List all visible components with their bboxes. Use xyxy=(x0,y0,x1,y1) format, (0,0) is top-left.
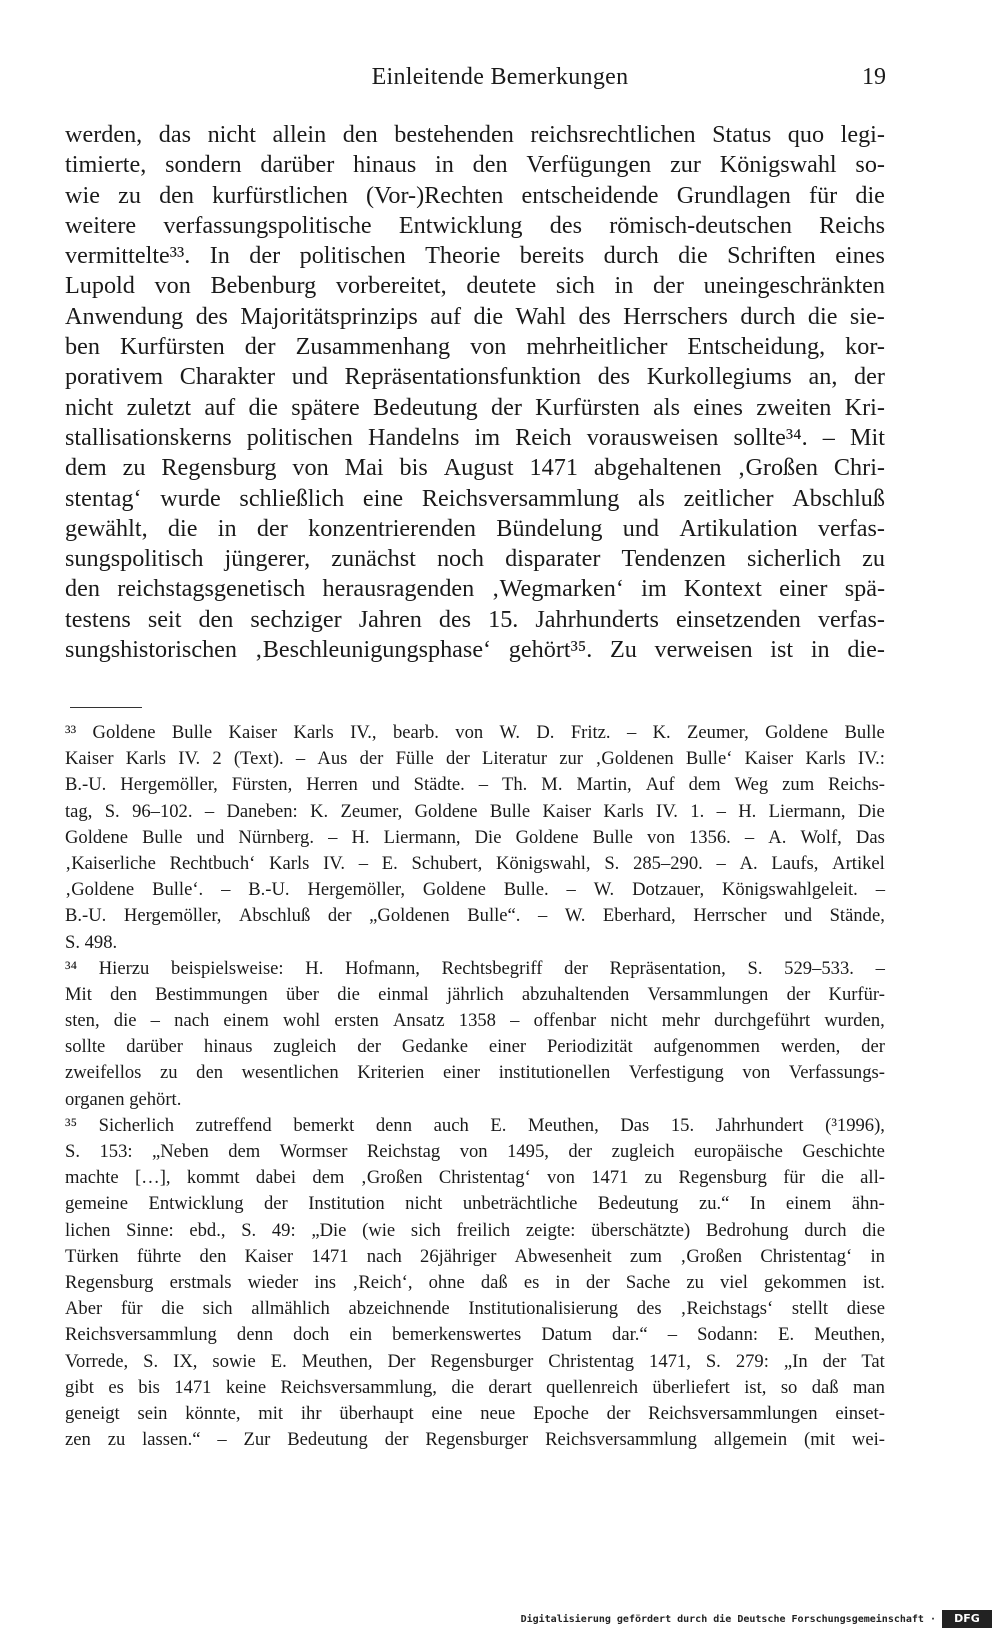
footnote-line: Aber für die sich allmählich abzeichnende Institutionalisierung des ‚Reichstags‘ stellt diese xyxy=(65,1298,885,1320)
footnote-line: Vorrede, S. IX, sowie E. Meuthen, Der Regensburger Christentag 1471, S. 279: „In der Tat xyxy=(65,1350,885,1372)
footnote-line: ‚Goldene Bulle‘. – B.-U. Hergemöller, Goldene Bulle. – W. Dotzauer, Königswahlgeleit. – xyxy=(65,879,885,901)
footnote-line: zweifellos zu den wesentlichen Kriterien einer institutionellen Verfestigung von Verfassungs- xyxy=(65,1062,885,1084)
footnote-line: gemeine Entwicklung der Institution nicht unbeträchtliche Bedeutung zu.“ In einem ähn- xyxy=(65,1193,885,1215)
footnote-line: lichen Sinne: ebd., S. 49: „Die (wie sich freilich zeigte: überschätzte) Bedrohung durch die xyxy=(65,1219,885,1241)
footnote-separator xyxy=(70,707,142,708)
footnote-line: B.-U. Hergemöller, Fürsten, Herren und Städte. – Th. M. Martin, Auf dem Weg zum Reichs- xyxy=(65,774,885,796)
body-text-line: nicht zuletzt auf die spätere Bedeutung der Kurfürsten als eines zweiten Kri- xyxy=(65,393,885,421)
body-text-line: stentag‘ wurde schließlich eine Reichsversammlung als zeitlicher Abschluß xyxy=(65,484,885,512)
body-text-line: porativem Charakter und Repräsentationsfunktion des Kurkollegiums an, der xyxy=(65,363,885,391)
footnote-line: Reichsversammlung denn doch ein bemerkenswertes Datum dar.“ – Sodann: E. Meuthen, xyxy=(65,1324,885,1346)
body-text-line: sungshistorischen ‚Beschleunigungsphase‘ gehört³⁵. Zu verweisen ist in die- xyxy=(65,636,885,664)
footnote-line: sten, die – nach einem wohl ersten Ansatz 1358 – offenbar nicht mehr durchgeführt wurden, xyxy=(65,1010,885,1032)
body-text-line: weitere verfassungspolitische Entwicklung des römisch-deutschen Reichs xyxy=(65,211,885,239)
body-text-line: testens seit den sechziger Jahren des 15. Jahrhunderts einsetzenden verfas- xyxy=(65,605,885,633)
body-text-line: Anwendung des Majoritätsprinzips auf die Wahl des Herrschers durch die sie- xyxy=(65,302,885,330)
footnote-line: Regensburg erstmals wieder ins ‚Reich‘, ohne daß es in der Sache zu viel gekommen ist. xyxy=(65,1271,885,1293)
body-text-line: Lupold von Bebenburg vorbereitet, deutete sich in der uneingeschränkten xyxy=(65,272,885,300)
body-text-line: gewählt, die in der konzentrierenden Bündelung und Artikulation verfas- xyxy=(65,514,885,542)
footnote-line: machte […], kommt dabei dem ‚Großen Christentag‘ von 1471 zu Regensburg für die all- xyxy=(65,1167,885,1189)
page-number: 19 xyxy=(862,64,886,90)
footnote-line: tag, S. 96–102. – Daneben: K. Zeumer, Goldene Bulle Kaiser Karls IV. 1. – H. Liermann, Die xyxy=(65,800,885,822)
footnote-line: organen gehört. xyxy=(65,1088,182,1110)
body-text-line: dem zu Regensburg von Mai bis August 1471 abgehaltenen ‚Großen Chri- xyxy=(65,454,885,482)
dfg-logo: DFG xyxy=(942,1610,992,1628)
footnote-line: ³⁵ Sicherlich zutreffend bemerkt denn auch E. Meuthen, Das 15. Jahrhundert (³1996), xyxy=(65,1114,885,1136)
footnote-line: gibt es bis 1471 keine Reichsversammlung, die derart quellenreich überliefert ist, so daß man xyxy=(65,1376,885,1398)
footnotes xyxy=(65,720,885,1453)
body-text-line: ben Kurfürsten der Zusammenhang von mehrheitlicher Entscheidung, kor- xyxy=(65,333,885,361)
footnote-line: zen zu lassen.“ – Zur Bedeutung der Regensburger Reichsversammlung allgemein (mit wei- xyxy=(65,1429,885,1451)
body-text-line: timierte, sondern darüber hinaus in den Verfügungen zur Königswahl so- xyxy=(65,151,885,179)
footnote-line: ³³ Goldene Bulle Kaiser Karls IV., bearb. von W. D. Fritz. – K. Zeumer, Goldene Bulle xyxy=(65,722,885,743)
digitization-credit: Digitalisierung gefördert durch die Deutsche Forschungsgemeinschaft · xyxy=(520,1614,936,1625)
body-text-line: wie zu den kurfürstlichen (Vor-)Rechten entscheidende Grundlagen für die xyxy=(65,181,885,209)
body-text-line: werden, das nicht allein den bestehenden reichsrechtlichen Status quo legi- xyxy=(65,121,885,148)
body-text-line: vermittelte³³. In der politischen Theorie bereits durch die Schriften eines xyxy=(65,242,885,270)
footnote-line: S. 498. xyxy=(65,931,118,953)
footnote-line: Kaiser Karls IV. 2 (Text). – Aus der Fülle der Literatur zur ‚Goldenen Bulle‘ Kaiser Karls IV.: xyxy=(65,748,885,770)
footnote-line: Mit den Bestimmungen über die einmal jährlich abzuhaltenden Versammlungen der Kurfür- xyxy=(65,983,885,1005)
footnote-line: Türken führte den Kaiser 1471 nach 26jähriger Abwesenheit zum ‚Großen Christentag‘ in xyxy=(65,1245,885,1267)
footnote-line: geneigt sein könnte, mit ihr überhaupt eine neue Epoche der Reichsversammlungen einset- xyxy=(65,1402,885,1424)
main-text xyxy=(65,120,885,665)
body-text-line: sungspolitisch jüngerer, zunächst noch disparater Tendenzen sicherlich zu xyxy=(65,545,885,573)
body-text-line: stallisationskerns politischen Handelns im Reich vorausweisen sollte³⁴. – Mit xyxy=(65,423,885,451)
footnote-line: sollte darüber hinaus zugleich der Gedanke einer Periodizität aufgenommen werden, der xyxy=(65,1036,885,1058)
footnote-line: ³⁴ Hierzu beispielsweise: H. Hofmann, Rechtsbegriff der Repräsentation, S. 529–533. – xyxy=(65,957,885,979)
footnote-line: S. 153: „Neben dem Wormser Reichstag von 1495, der zugleich europäische Geschichte xyxy=(65,1141,885,1162)
running-header-title: Einleitende Bemerkungen xyxy=(371,64,629,90)
footnote-line: ‚Kaiserliche Rechtbuch‘ Karls IV. – E. Schubert, Königswahl, S. 285–290. – A. Laufs, Artikel xyxy=(65,852,885,874)
body-text-line: den reichstagsgenetisch herausragenden ‚Wegmarken‘ im Kontext einer spä- xyxy=(65,575,885,603)
footnote-line: B.-U. Hergemöller, Abschluß der „Goldenen Bulle“. – W. Eberhard, Herrscher und Stände, xyxy=(65,905,885,927)
footnote-line: Goldene Bulle und Nürnberg. – H. Liermann, Die Goldene Bulle von 1356. – A. Wolf, Das xyxy=(65,826,885,848)
